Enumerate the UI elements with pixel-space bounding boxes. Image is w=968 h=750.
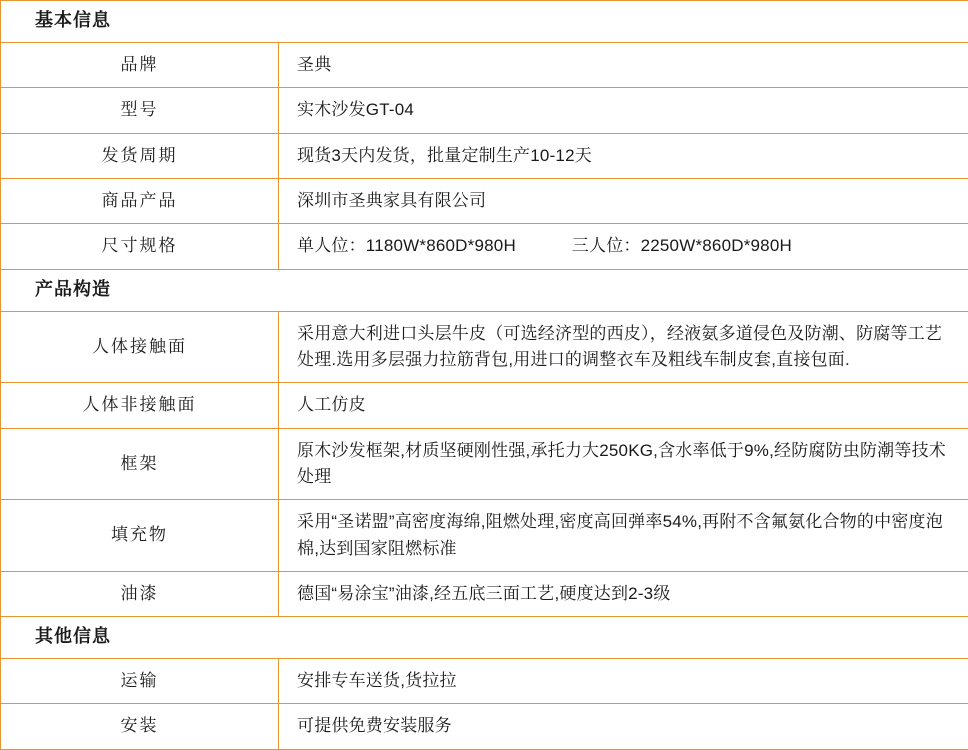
table-row — [1, 659, 968, 704]
row-label: 商品产品 — [1, 178, 279, 223]
table-row — [1, 428, 968, 500]
section-header-row — [1, 269, 968, 311]
table-row — [1, 88, 968, 133]
row-value: 圣典 — [279, 42, 968, 87]
section-title: 其他信息 — [1, 617, 968, 659]
size-triple: 三人位：2250W*860D*980H — [572, 236, 792, 255]
section-header-row — [1, 617, 968, 659]
row-label: 尺寸规格 — [1, 224, 279, 269]
row-label: 品牌 — [1, 42, 279, 87]
row-value: 可提供免费安装服务 — [279, 704, 968, 749]
table-row — [1, 311, 968, 383]
row-value: 原木沙发框架,材质坚硬刚性强,承托力大250KG,含水率低于9%,经防腐防虫防潮等技术处理 — [279, 428, 968, 500]
row-label: 油漆 — [1, 571, 279, 616]
table-row — [1, 500, 968, 572]
row-value: 人工仿皮 — [279, 383, 968, 428]
section-title: 基本信息 — [1, 1, 968, 43]
row-label: 发货周期 — [1, 133, 279, 178]
row-label: 人体接触面 — [1, 311, 279, 383]
row-label: 人体非接触面 — [1, 383, 279, 428]
table-row — [1, 571, 968, 616]
row-value: 采用“圣诺盟”高密度海绵,阻燃处理,密度高回弹率54%,再附不含氟氨化合物的中密度泡棉,达到国家阻燃标准 — [279, 500, 968, 572]
table-row — [1, 133, 968, 178]
row-label: 运输 — [1, 659, 279, 704]
row-label: 填充物 — [1, 500, 279, 572]
row-label: 型号 — [1, 88, 279, 133]
row-value: 深圳市圣典家具有限公司 — [279, 178, 968, 223]
row-value: 现货3天内发货，批量定制生产10-12天 — [279, 133, 968, 178]
row-label: 安装 — [1, 704, 279, 749]
row-value: 安排专车送货,货拉拉 — [279, 659, 968, 704]
size-single: 单人位：1180W*860D*980H — [297, 236, 516, 255]
section-header-row — [1, 1, 968, 43]
table-row — [1, 178, 968, 223]
row-label: 框架 — [1, 428, 279, 500]
row-value-pair — [279, 224, 968, 269]
table-row — [1, 224, 968, 269]
table-row — [1, 704, 968, 749]
row-value: 采用意大利进口头层牛皮（可选经济型的西皮），经液氨多道侵色及防潮、防腐等工艺处理.选用多层强力拉筋背包,用进口的调整衣车及粗线车制皮套,直接包面. — [279, 311, 968, 383]
row-value: 德国“易涂宝”油漆,经五底三面工艺,硬度达到2-3级 — [279, 571, 968, 616]
table-row — [1, 383, 968, 428]
section-title: 产品构造 — [1, 269, 968, 311]
table-row — [1, 42, 968, 87]
row-value: 实木沙发GT-04 — [279, 88, 968, 133]
